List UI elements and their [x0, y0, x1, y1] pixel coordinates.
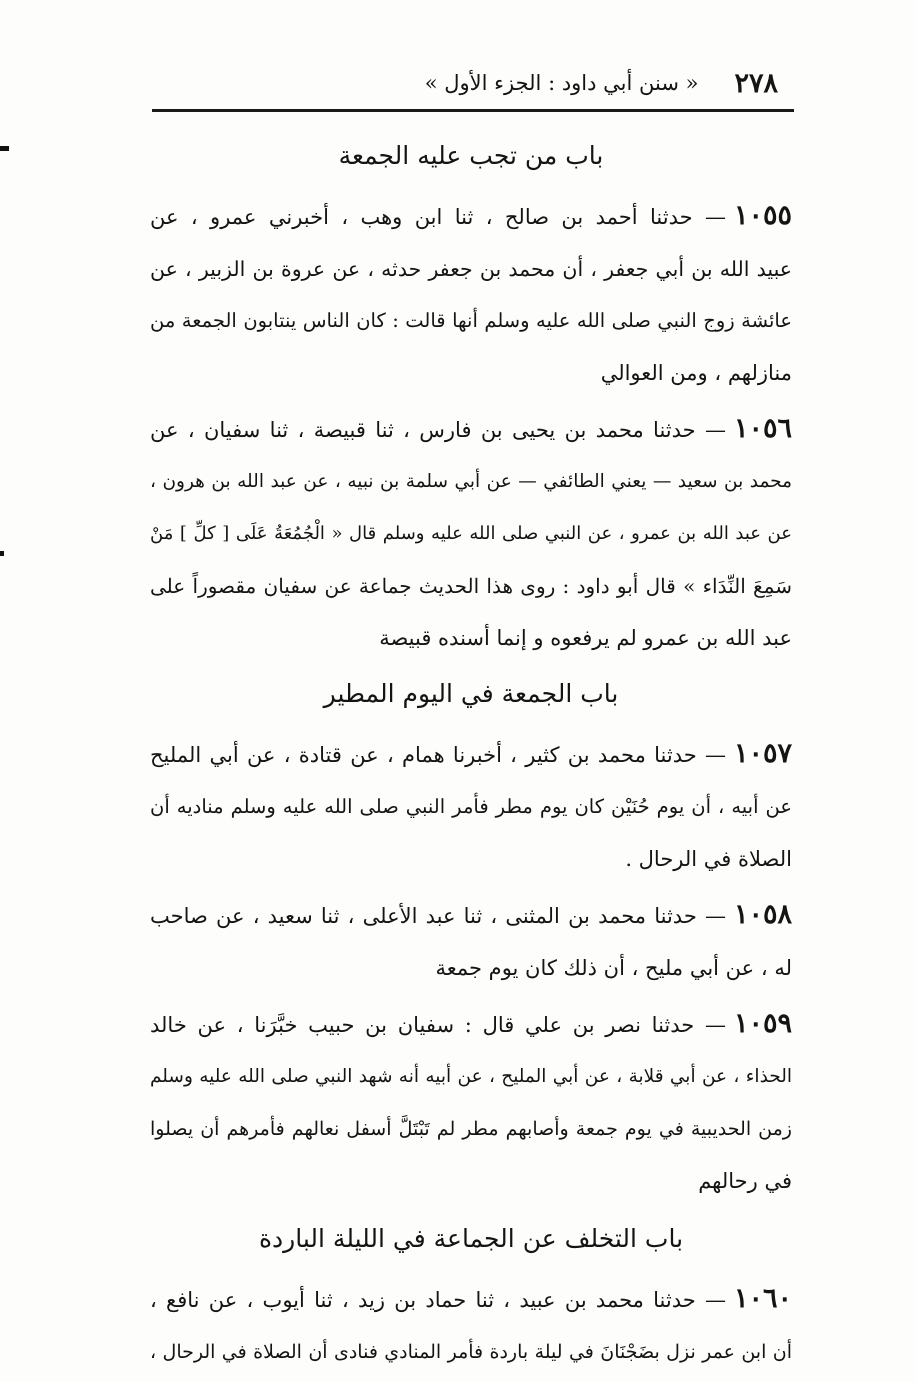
hadith-entry — [150, 728, 792, 885]
hadith-number: ١٠٥٩ — [733, 1008, 792, 1039]
hadith-line: — حدثنا محمد بن المثنى ، ثنا عبد الأعلى ، ثنا سعيد ، عن صاحب — [150, 904, 726, 928]
chapter-title: باب من تجب عليه الجمعة — [338, 141, 604, 170]
hadith-line: عائشة زوج النبي صلى الله عليه وسلم أنها قالت : كان الناس ينتابون الجمعة من — [150, 309, 792, 332]
hadith-line: — حدثنا محمد بن كثير ، أخبرنا همام ، عن قتادة ، عن أبي المليح — [150, 743, 726, 767]
hadith-line: الصلاة في الرحال . — [625, 847, 792, 871]
hadith-entry — [150, 403, 792, 664]
hadith-line: له ، عن أبي مليح ، أن ذلك كان يوم جمعة — [435, 956, 792, 980]
header-rule — [152, 109, 794, 112]
page-header — [152, 60, 792, 106]
hadith-number: ١٠٥٥ — [733, 200, 792, 231]
margin-mark — [0, 146, 9, 151]
hadith-entry — [150, 1273, 792, 1378]
hadith-number: ١٠٥٨ — [733, 899, 792, 930]
hadith-line: منازلهم ، ومن العوالي — [600, 361, 792, 385]
page-body — [150, 118, 792, 1382]
hadith-number: ١٠٥٦ — [733, 413, 792, 444]
hadith-line: زمن الحديبية في يوم جمعة وأصابهم مطر لم تَبْتَلَّ أسفل نعالهم فأمرهم أن يصلوا — [150, 1118, 792, 1140]
hadith-line: عبيد الله بن أبي جعفر ، أن محمد بن جعفر حدثه ، عن عروة بن الزبير ، عن — [150, 257, 792, 281]
hadith-entry — [150, 190, 792, 399]
hadith-line: عبد الله بن عمرو لم يرفعوه و إنما أسنده قبيصة — [379, 626, 792, 650]
chapter-title: باب الجمعة في اليوم المطير — [323, 679, 619, 708]
hadith-line: في رحالهم — [698, 1169, 792, 1193]
hadith-number: ١٠٦٠ — [733, 1283, 792, 1314]
hadith-line: — حدثنا محمد بن عبيد ، ثنا حماد بن زيد ، ثنا أيوب ، عن نافع ، — [150, 1288, 726, 1312]
hadith-line: — حدثنا نصر بن علي قال : سفيان بن حبيب خبَّرَنا ، عن خالد — [150, 1013, 726, 1037]
page-number: ٢٧٨ — [734, 67, 778, 99]
hadith-entry — [150, 998, 792, 1207]
chapter-section — [150, 130, 792, 664]
hadith-line: — حدثنا محمد بن يحيى بن فارس ، ثنا قبيصة ، ثنا سفيان ، عن — [150, 418, 726, 442]
chapter-section — [150, 668, 792, 1207]
running-head: « سنن أبي داود : الجزء الأول » — [424, 71, 699, 95]
hadith-entry — [150, 889, 792, 994]
hadith-line: أن ابن عمر نزل بضَجْنَانَ في ليلة باردة فأمر المنادي فنادى أن الصلاة في الرحال ، — [150, 1341, 792, 1363]
hadith-line: الحذاء ، عن أبي قلابة ، عن أبي المليح ، عن أبيه أنه شهد النبي صلى الله عليه وسلم — [150, 1066, 792, 1087]
hadith-line: سَمِعَ النِّدَاء » قال أبو داود : روى هذا الحديث جماعة عن سفيان مقصوراً على — [150, 574, 792, 598]
hadith-line: عن عبد الله بن عمرو ، عن النبي صلى الله عليه وسلم قال « الْجُمُعَةُ عَلَى [ كلِّ ] مَنْ — [150, 523, 792, 544]
margin-mark — [0, 551, 4, 556]
chapter-section — [150, 1213, 792, 1378]
hadith-line: محمد بن سعيد — يعني الطائفي — عن أبي سلمة بن نبيه ، عن عبد الله بن هرون ، — [150, 471, 792, 492]
hadith-line: عن أبيه ، أن يوم حُنَيْن كان يوم مطر فأمر النبي صلى الله عليه وسلم مناديه أن — [150, 795, 792, 818]
hadith-number: ١٠٥٧ — [733, 738, 792, 769]
chapter-title: باب التخلف عن الجماعة في الليلة الباردة — [258, 1224, 684, 1253]
hadith-line: — حدثنا أحمد بن صالح ، ثنا ابن وهب ، أخبرني عمرو ، عن — [150, 205, 726, 229]
